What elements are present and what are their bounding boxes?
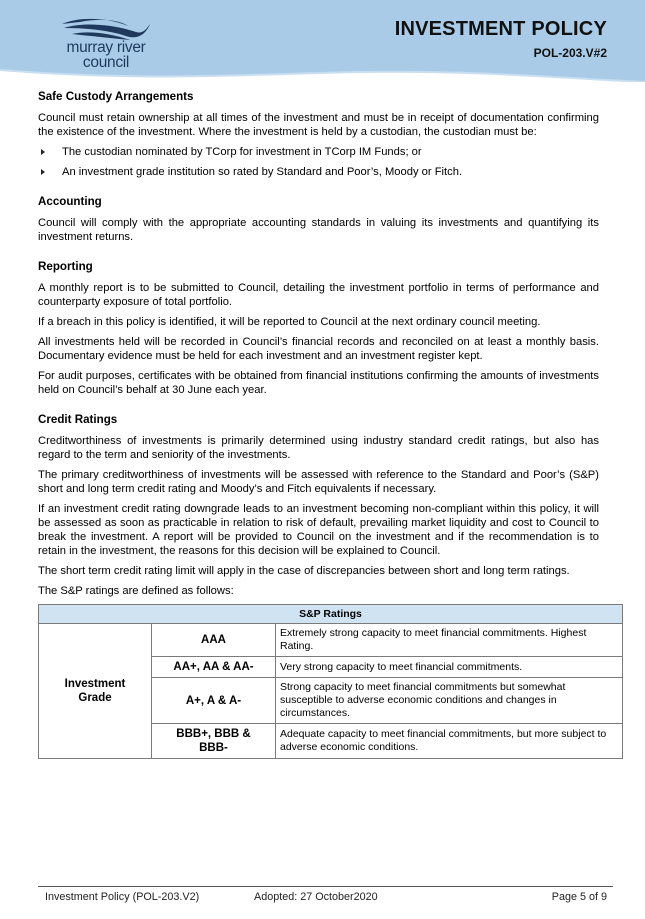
list-item <box>38 165 599 179</box>
paragraph: The S&P ratings are defined as follows: <box>38 585 234 597</box>
sp-ratings-table <box>38 604 623 759</box>
section-reporting <box>38 260 599 397</box>
list-item-text: The custodian nominated by TCorp for investment in TCorp IM Funds; or <box>62 146 422 158</box>
paragraph: The short term credit rating limit will apply in the case of discrepancies between short and long term ratings. <box>38 565 570 577</box>
document-code: POL-203.V#2 <box>533 46 607 60</box>
paragraph: A monthly report is to be submitted to Council, detailing the investment portfolio in terms of performance and counterparty exposure of total portfolio. <box>38 282 599 308</box>
rating-cell: AAA <box>152 624 276 657</box>
table-row <box>39 624 623 657</box>
bullet-triangle-icon <box>41 169 45 175</box>
description-cell: Very strong capacity to meet financial commitments. <box>276 657 623 678</box>
paragraph: If a breach in this policy is identified, it will be reported to Council at the next ordinary council meeting. <box>38 316 541 328</box>
rating-cell-text: BBB+, BBB & BBB- <box>176 728 251 754</box>
footer-divider <box>38 886 613 887</box>
section-heading: Safe Custody Arrangements <box>38 90 194 103</box>
page-content <box>38 90 607 759</box>
bullet-triangle-icon <box>41 149 45 155</box>
group-label-text: Investment Grade <box>64 678 126 704</box>
section-heading: Accounting <box>38 195 102 208</box>
description-cell: Strong capacity to meet financial commitments but somewhat susceptible to adverse economic conditions and changes in circumstances. <box>276 678 623 724</box>
paragraph: Council must retain ownership at all times of the investment and must be in receipt of documentation confirming the existence of the investment. Where the investment is held by a custodian, the custodian must be: <box>38 112 599 138</box>
paragraph: Creditworthiness of investments is primarily determined using industry standard credit ratings, but also has regard to the term and seniority of the investments. <box>38 435 599 461</box>
list-item-text: An investment grade institution so rated by Standard and Poor’s, Moody or Fitch. <box>62 166 463 178</box>
description-cell: Extremely strong capacity to meet financial commitments. Highest Rating. <box>276 624 623 657</box>
paragraph: For audit purposes, certificates with be obtained from financial institutions confirming the amounts of investments held on Council’s behalf at 30 June each year. <box>38 370 599 396</box>
logo-line-2: council <box>82 54 130 71</box>
footer-page-number: Page 5 of 9 <box>551 891 607 903</box>
description-cell: Adequate capacity to meet financial commitments, but more subject to adverse economic conditions. <box>276 724 623 759</box>
logo-text <box>52 40 160 70</box>
paragraph: The primary creditworthiness of investments will be assessed with reference to the Standard and Poor’s (S&P) short and long term credit rating and Moody’s and Fitch equivalents if necessary. <box>38 469 599 495</box>
footer-doc-name: Investment Policy (POL-203.V2) <box>45 891 200 903</box>
bullet-list <box>38 145 599 179</box>
section-safe-custody <box>38 90 599 179</box>
section-accounting <box>38 195 599 244</box>
paragraph: If an investment credit rating downgrade leads to an investment becoming non-compliant within this policy, it will be assessed as soon as practicable in relation to risk of default, prevailing market liquidity and cost to Council to break the investment. A report will be provided to Council on the investment and if the recommendation is to retain in the investment, the reasons for this decision will be explained to Council. <box>38 503 599 557</box>
section-heading: Credit Ratings <box>38 413 118 426</box>
table-caption: S&P Ratings <box>39 605 623 624</box>
paragraph: All investments held will be recorded in Council’s financial records and reconciled on at least a monthly basis. Documentary evidence must be held for each investment and an investment register kept. <box>38 336 599 362</box>
rating-cell: AA+, AA & AA- <box>152 657 276 678</box>
document-title: INVESTMENT POLICY <box>394 18 607 40</box>
logo-line-1: murray river <box>66 39 146 56</box>
list-item <box>38 145 599 159</box>
group-label <box>39 624 152 759</box>
rating-cell <box>152 724 276 759</box>
footer-adopted-date: Adopted: 27 October2020 <box>254 891 378 903</box>
rating-cell: A+, A & A- <box>152 678 276 724</box>
paragraph: Council will comply with the appropriate accounting standards in valuing its investments and quantifying its investment returns. <box>38 217 599 243</box>
section-heading: Reporting <box>38 260 93 273</box>
section-credit-ratings <box>38 413 599 598</box>
